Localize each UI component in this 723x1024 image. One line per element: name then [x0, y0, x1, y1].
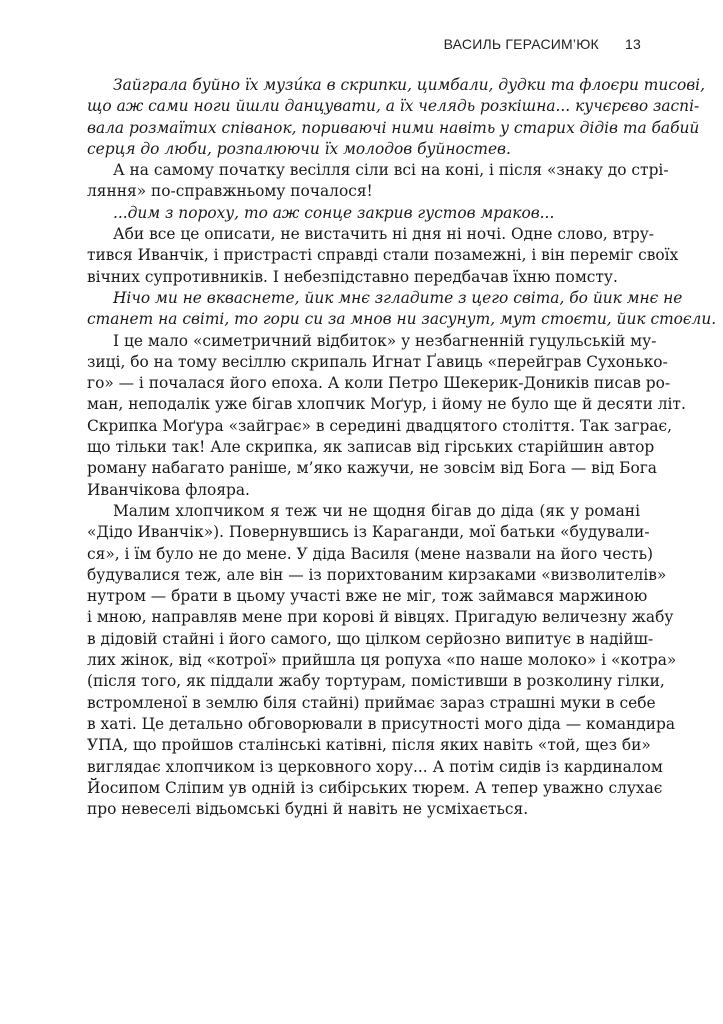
- text-line: будувалися теж, але він — із порихтованим кирзаками «визволителів»: [87, 565, 667, 584]
- text-line: і мною, направляв мене при корові й вівцях. Пригадую величезну жабу: [87, 608, 674, 627]
- text-line: ман, неподалік уже бігав хлопчик Моґур, і йому не було ще й десяти літ.: [87, 395, 686, 414]
- text-line: вала розмаїтих співанок, пориваючі ними навіть у старих дідів та бабий: [87, 118, 700, 137]
- text-line: (після того, як піддали жабу тортурам, помістивши в розколину гілки,: [87, 672, 665, 691]
- text-line: А на самому початку весілля сіли всі на коні, і після «знаку до стрі-: [113, 161, 669, 180]
- paragraph: [87, 160, 669, 203]
- text-line: тився Иванчік, і пристрасті справді стали позамежні, і він переміг своїх: [87, 246, 679, 265]
- text-line: Малим хлопчиком я теж чи не щодня бігав до діда (як у романі: [113, 501, 640, 520]
- text-line: зиці, бо на тому весіллю скрипаль Игнат Ґавиць «перейграв Сухонько-: [87, 352, 668, 371]
- text-line: Нічо ми не вкваснете, йик мнє згладите з цего світа, бо йик мнє не: [113, 288, 683, 307]
- text-line: роману набагато раніше, м’яко кажучи, не зовсім від Бога — від Бога: [87, 459, 657, 478]
- paragraph: [87, 224, 679, 288]
- author-name: ВАСИЛЬ ГЕРАСИМ’ЮК: [443, 36, 599, 52]
- text-line: лих жінок, від «котрої» прийшла ця ропуха «по наше молоко» і «котра»: [87, 651, 677, 670]
- paragraph: [87, 288, 717, 331]
- text-line: станет на світі, то гори си за мнов ни засунут, мут стоєти, йик стоєли.: [87, 310, 717, 329]
- paragraph: [87, 331, 686, 501]
- page-number: 13: [625, 36, 641, 52]
- text-line: серця до люби, розпалюючи їх молодов буйностев.: [87, 139, 511, 158]
- text-line: виглядає хлопчиком із церковного хору... А потім сидів із кардиналом: [87, 757, 663, 776]
- text-line: УПА, що пройшов сталінські катівні, після яких навіть «той, щез би»: [87, 736, 651, 755]
- text-line: що аж сами ноги йшли данцувати, а їх челядь розкішна... кучєрєво заспі-: [87, 97, 700, 116]
- text-line: вічних супротивників. І небезпідставно передбачав їхню помсту.: [87, 267, 618, 286]
- text-line: ся», і їм було не до мене. У діда Василя (мене назвали на його честь): [87, 544, 654, 563]
- text-line: ляння» по-справжньому почалося!: [87, 182, 373, 201]
- text-line: го» — і почалася його епоха. А коли Петро Шекерик-Доників писав ро-: [87, 374, 671, 393]
- body-text: [87, 75, 717, 820]
- text-line: Аби все це описати, не вистачить ні дня ні ночі. Одне слово, втру-: [113, 225, 655, 244]
- text-line: в хаті. Це детально обговорювали в присутності мого діда — командира: [87, 714, 676, 733]
- paragraph: [87, 75, 705, 160]
- text-line: про невеселі відьомські будні й навіть не усміхається.: [87, 800, 529, 819]
- text-line: нутром — брати в цьому участі вже не міг, тож займався маржиною: [87, 587, 648, 606]
- text-line: Йосипом Сліпим ув одній із сибірських тюрем. А тепер уважно слухає: [87, 778, 663, 797]
- paragraph: [87, 501, 677, 820]
- text-line: Иванчікова флояра.: [87, 480, 250, 499]
- text-line: «Дідо Иванчік»). Повернувшись із Караганди, мої батьки «будували-: [87, 523, 650, 542]
- running-head: [444, 36, 641, 52]
- text-line: ...дим з пороху, то аж сонце закрив густов мраков...: [113, 203, 555, 222]
- text-line: встромленої в землю біля стайні) приймає зараз страшні муки в себе: [87, 693, 656, 712]
- paragraph: [87, 203, 640, 224]
- text-line: в дідовій стайні і його самого, що цілком серйозно випитує в надійш-: [87, 629, 654, 648]
- text-line: Скрипка Моґура «зайграє» в середині двадцятого століття. Так заграє,: [87, 416, 673, 435]
- text-line: Зайграла буйно їх музи́ка в скрипки, цимбали, дудки та флоєри тисові,: [113, 76, 705, 94]
- text-line: що тільки так! Але скрипка, як записав від гірських старійшин автор: [87, 438, 655, 457]
- text-line: І це мало «симетричний відбиток» у незбагненній гуцульській му-: [113, 331, 657, 350]
